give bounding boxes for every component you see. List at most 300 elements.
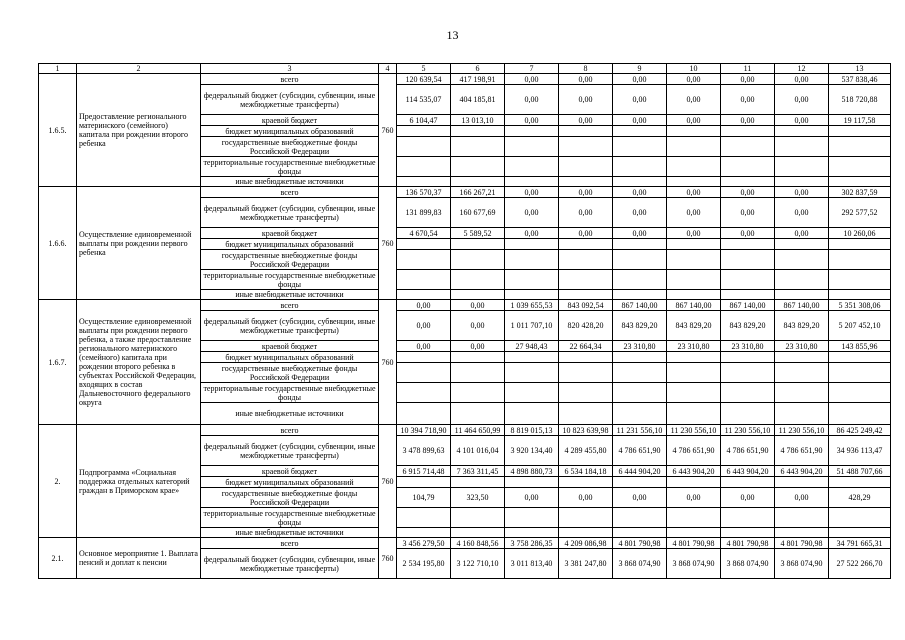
amount-cell <box>559 270 613 290</box>
amount-cell <box>451 137 505 157</box>
amount-cell <box>451 477 505 488</box>
funding-source: государственные внебюджетные фонды Российской Федерации <box>201 137 379 157</box>
amount-cell: 6 104,47 <box>397 115 451 126</box>
funding-source: территориальные государственные внебюджетные фонды <box>201 270 379 290</box>
amount-cell: 0,00 <box>721 228 775 239</box>
amount-cell <box>397 383 451 403</box>
amount-cell: 4 786 651,90 <box>667 436 721 466</box>
amount-cell <box>721 403 775 425</box>
amount-cell <box>721 137 775 157</box>
amount-cell <box>451 290 505 300</box>
amount-cell: 843 829,20 <box>667 311 721 341</box>
amount-cell <box>667 383 721 403</box>
funding-source: бюджет муниципальных образований <box>201 352 379 363</box>
amount-cell: 4 786 651,90 <box>721 436 775 466</box>
funding-source: иные внебюджетные источники <box>201 177 379 187</box>
amount-cell <box>451 383 505 403</box>
amount-cell: 867 140,00 <box>667 300 721 311</box>
amount-cell: 3 456 279,50 <box>397 538 451 549</box>
table-body <box>39 64 891 579</box>
amount-cell <box>613 528 667 538</box>
amount-cell: 6 534 184,18 <box>559 466 613 477</box>
funding-source: всего <box>201 187 379 198</box>
amount-cell <box>451 270 505 290</box>
amount-cell <box>829 363 891 383</box>
amount-cell <box>397 477 451 488</box>
amount-cell <box>829 126 891 137</box>
amount-cell <box>829 477 891 488</box>
column-number-row <box>39 64 891 74</box>
amount-cell: 23 310,80 <box>613 341 667 352</box>
funding-source: федеральный бюджет (субсидии, субвенции, иные межбюджетные трансферты) <box>201 311 379 341</box>
amount-cell <box>451 363 505 383</box>
funding-source: территориальные государственные внебюджетные фонды <box>201 383 379 403</box>
funding-source: федеральный бюджет (субсидии, субвенции, иные межбюджетные трансферты) <box>201 85 379 115</box>
amount-cell <box>667 126 721 137</box>
col-number-cell: 5 <box>397 64 451 74</box>
amount-cell <box>775 157 829 177</box>
amount-cell: 5 207 452,10 <box>829 311 891 341</box>
amount-cell <box>559 477 613 488</box>
amount-cell: 843 092,54 <box>559 300 613 311</box>
item-name: Предоставление регионального материнского (семейного) капитала при рождении второго ребенка <box>77 74 201 187</box>
amount-cell: 0,00 <box>721 74 775 85</box>
amount-cell: 6 915 714,48 <box>397 466 451 477</box>
amount-cell <box>559 508 613 528</box>
amount-cell <box>451 177 505 187</box>
amount-cell: 0,00 <box>505 228 559 239</box>
amount-cell: 0,00 <box>505 198 559 228</box>
amount-cell <box>397 126 451 137</box>
amount-cell <box>721 528 775 538</box>
responsible-code: 760 <box>379 538 397 579</box>
funding-source: территориальные государственные внебюджетные фонды <box>201 508 379 528</box>
amount-cell <box>559 403 613 425</box>
amount-cell <box>667 157 721 177</box>
amount-cell <box>505 528 559 538</box>
amount-cell: 0,00 <box>721 115 775 126</box>
amount-cell <box>667 290 721 300</box>
amount-cell: 136 570,37 <box>397 187 451 198</box>
funding-source: всего <box>201 74 379 85</box>
amount-cell: 4 801 790,98 <box>667 538 721 549</box>
amount-cell <box>775 137 829 157</box>
amount-cell: 0,00 <box>775 198 829 228</box>
amount-cell: 10 394 718,90 <box>397 425 451 436</box>
responsible-code: 760 <box>379 425 397 538</box>
amount-cell <box>397 508 451 528</box>
amount-cell: 867 140,00 <box>721 300 775 311</box>
amount-cell <box>829 137 891 157</box>
amount-cell: 3 758 286,35 <box>505 538 559 549</box>
amount-cell <box>559 363 613 383</box>
amount-cell <box>451 528 505 538</box>
amount-cell <box>505 270 559 290</box>
amount-cell: 131 899,83 <box>397 198 451 228</box>
amount-cell: 19 117,58 <box>829 115 891 126</box>
amount-cell <box>397 239 451 250</box>
amount-cell: 302 837,59 <box>829 187 891 198</box>
amount-cell <box>775 383 829 403</box>
amount-cell: 0,00 <box>775 74 829 85</box>
funding-source: всего <box>201 538 379 549</box>
amount-cell: 0,00 <box>451 311 505 341</box>
amount-cell <box>613 383 667 403</box>
funding-source: бюджет муниципальных образований <box>201 239 379 250</box>
amount-cell <box>613 477 667 488</box>
amount-cell <box>667 508 721 528</box>
funding-source: иные внебюджетные источники <box>201 403 379 425</box>
amount-cell <box>397 157 451 177</box>
amount-cell: 0,00 <box>721 488 775 508</box>
amount-cell: 23 310,80 <box>721 341 775 352</box>
amount-cell <box>505 126 559 137</box>
amount-cell: 0,00 <box>397 311 451 341</box>
amount-cell: 7 363 311,45 <box>451 466 505 477</box>
amount-cell: 867 140,00 <box>613 300 667 311</box>
amount-cell <box>667 239 721 250</box>
amount-cell: 10 260,06 <box>829 228 891 239</box>
amount-cell <box>721 270 775 290</box>
amount-cell: 0,00 <box>613 198 667 228</box>
amount-cell: 160 677,69 <box>451 198 505 228</box>
amount-cell: 820 428,20 <box>559 311 613 341</box>
col-number-cell: 11 <box>721 64 775 74</box>
amount-cell <box>613 270 667 290</box>
amount-cell <box>451 239 505 250</box>
responsible-code: 760 <box>379 74 397 187</box>
table-row <box>39 300 891 311</box>
amount-cell <box>397 250 451 270</box>
amount-cell <box>775 290 829 300</box>
amount-cell <box>775 403 829 425</box>
amount-cell: 843 829,20 <box>613 311 667 341</box>
amount-cell <box>667 477 721 488</box>
amount-cell <box>775 477 829 488</box>
amount-cell: 1 039 655,53 <box>505 300 559 311</box>
amount-cell: 4 160 848,56 <box>451 538 505 549</box>
amount-cell <box>613 177 667 187</box>
funding-source: краевой бюджет <box>201 115 379 126</box>
col-number-cell: 13 <box>829 64 891 74</box>
amount-cell <box>721 508 775 528</box>
amount-cell <box>505 157 559 177</box>
item-code: 2.1. <box>39 538 77 579</box>
col-number-cell: 10 <box>667 64 721 74</box>
amount-cell <box>667 137 721 157</box>
amount-cell <box>613 363 667 383</box>
amount-cell <box>829 508 891 528</box>
amount-cell <box>721 383 775 403</box>
amount-cell <box>721 477 775 488</box>
item-code: 2. <box>39 425 77 538</box>
amount-cell: 0,00 <box>613 228 667 239</box>
amount-cell <box>559 157 613 177</box>
amount-cell: 11 231 556,10 <box>613 425 667 436</box>
responsible-code: 760 <box>379 300 397 425</box>
amount-cell <box>829 250 891 270</box>
amount-cell: 2 534 195,80 <box>397 549 451 579</box>
col-number-cell: 2 <box>77 64 201 74</box>
amount-cell <box>505 239 559 250</box>
amount-cell: 6 443 904,20 <box>667 466 721 477</box>
amount-cell <box>721 290 775 300</box>
amount-cell: 6 444 904,20 <box>613 466 667 477</box>
amount-cell: 11 230 556,10 <box>721 425 775 436</box>
funding-source: государственные внебюджетные фонды Российской Федерации <box>201 488 379 508</box>
amount-cell: 86 425 249,42 <box>829 425 891 436</box>
amount-cell <box>397 352 451 363</box>
amount-cell <box>451 126 505 137</box>
amount-cell <box>613 403 667 425</box>
amount-cell: 0,00 <box>559 115 613 126</box>
col-number-cell: 4 <box>379 64 397 74</box>
amount-cell: 4 209 086,98 <box>559 538 613 549</box>
amount-cell <box>829 290 891 300</box>
amount-cell <box>829 352 891 363</box>
funding-source: иные внебюджетные источники <box>201 290 379 300</box>
amount-cell <box>505 250 559 270</box>
amount-cell <box>559 239 613 250</box>
amount-cell <box>505 363 559 383</box>
amount-cell: 843 829,20 <box>721 311 775 341</box>
amount-cell: 4 101 016,04 <box>451 436 505 466</box>
amount-cell: 11 230 556,10 <box>667 425 721 436</box>
amount-cell: 0,00 <box>667 85 721 115</box>
amount-cell <box>397 403 451 425</box>
amount-cell: 5 351 308,06 <box>829 300 891 311</box>
amount-cell: 6 443 904,20 <box>721 466 775 477</box>
amount-cell: 34 936 113,47 <box>829 436 891 466</box>
amount-cell: 0,00 <box>559 85 613 115</box>
amount-cell <box>829 157 891 177</box>
item-name: Осуществление единовременной выплаты при рождении первого ребенка <box>77 187 201 300</box>
amount-cell <box>775 508 829 528</box>
amount-cell <box>667 363 721 383</box>
amount-cell: 0,00 <box>451 341 505 352</box>
amount-cell <box>721 177 775 187</box>
amount-cell: 0,00 <box>613 115 667 126</box>
amount-cell: 143 855,96 <box>829 341 891 352</box>
amount-cell: 0,00 <box>505 85 559 115</box>
amount-cell: 4 670,54 <box>397 228 451 239</box>
amount-cell: 0,00 <box>505 488 559 508</box>
amount-cell: 0,00 <box>721 187 775 198</box>
amount-cell <box>613 239 667 250</box>
amount-cell: 166 267,21 <box>451 187 505 198</box>
item-name: Основное мероприятие 1. Выплата пенсий и доплат к пенсии <box>77 538 201 579</box>
amount-cell: 51 488 707,66 <box>829 466 891 477</box>
budget-table <box>38 63 891 579</box>
amount-cell: 292 577,52 <box>829 198 891 228</box>
amount-cell: 8 819 015,13 <box>505 425 559 436</box>
amount-cell: 3 868 074,90 <box>775 549 829 579</box>
amount-cell <box>451 403 505 425</box>
amount-cell <box>559 177 613 187</box>
amount-cell <box>613 290 667 300</box>
amount-cell: 0,00 <box>397 300 451 311</box>
amount-cell <box>451 157 505 177</box>
amount-cell: 0,00 <box>667 198 721 228</box>
amount-cell: 0,00 <box>505 74 559 85</box>
amount-cell: 0,00 <box>613 74 667 85</box>
amount-cell: 537 838,46 <box>829 74 891 85</box>
amount-cell <box>613 508 667 528</box>
col-number-cell: 6 <box>451 64 505 74</box>
amount-cell: 0,00 <box>667 228 721 239</box>
table-row <box>39 538 891 549</box>
amount-cell <box>829 528 891 538</box>
amount-cell <box>559 383 613 403</box>
amount-cell: 4 289 455,80 <box>559 436 613 466</box>
funding-source: иные внебюджетные источники <box>201 528 379 538</box>
col-number-cell: 7 <box>505 64 559 74</box>
amount-cell: 0,00 <box>721 198 775 228</box>
amount-cell: 0,00 <box>559 187 613 198</box>
amount-cell: 11 464 650,99 <box>451 425 505 436</box>
amount-cell <box>451 352 505 363</box>
amount-cell: 0,00 <box>667 115 721 126</box>
amount-cell: 10 823 639,98 <box>559 425 613 436</box>
amount-cell <box>451 250 505 270</box>
amount-cell <box>721 239 775 250</box>
amount-cell: 3 868 074,90 <box>667 549 721 579</box>
amount-cell <box>667 177 721 187</box>
table-row <box>39 425 891 436</box>
page-number: 13 <box>446 28 459 42</box>
amount-cell: 0,00 <box>667 488 721 508</box>
amount-cell: 0,00 <box>397 341 451 352</box>
amount-cell <box>505 477 559 488</box>
amount-cell: 0,00 <box>775 228 829 239</box>
amount-cell <box>505 177 559 187</box>
amount-cell <box>397 290 451 300</box>
col-number-cell: 9 <box>613 64 667 74</box>
amount-cell <box>397 528 451 538</box>
amount-cell <box>667 403 721 425</box>
amount-cell <box>613 157 667 177</box>
responsible-code: 760 <box>379 187 397 300</box>
amount-cell: 34 791 665,31 <box>829 538 891 549</box>
amount-cell: 0,00 <box>613 488 667 508</box>
amount-cell: 867 140,00 <box>775 300 829 311</box>
amount-cell: 4 801 790,98 <box>613 538 667 549</box>
amount-cell: 4 898 880,73 <box>505 466 559 477</box>
amount-cell: 0,00 <box>721 85 775 115</box>
item-name: Подпрограмма «Социальная поддержка отдельных категорий граждан в Приморском крае» <box>77 425 201 538</box>
amount-cell: 323,50 <box>451 488 505 508</box>
col-number-cell: 3 <box>201 64 379 74</box>
amount-cell: 3 011 813,40 <box>505 549 559 579</box>
amount-cell <box>829 270 891 290</box>
amount-cell: 0,00 <box>451 300 505 311</box>
amount-cell <box>775 177 829 187</box>
amount-cell: 0,00 <box>559 198 613 228</box>
amount-cell <box>829 403 891 425</box>
amount-cell: 11 230 556,10 <box>775 425 829 436</box>
amount-cell: 27 948,43 <box>505 341 559 352</box>
amount-cell: 0,00 <box>505 187 559 198</box>
amount-cell: 417 198,91 <box>451 74 505 85</box>
amount-cell <box>775 270 829 290</box>
amount-cell: 0,00 <box>775 488 829 508</box>
amount-cell <box>721 157 775 177</box>
amount-cell <box>397 137 451 157</box>
amount-cell <box>397 270 451 290</box>
col-number-cell: 1 <box>39 64 77 74</box>
amount-cell: 404 185,81 <box>451 85 505 115</box>
amount-cell <box>559 352 613 363</box>
amount-cell <box>667 528 721 538</box>
amount-cell <box>505 403 559 425</box>
funding-source: территориальные государственные внебюджетные фонды <box>201 157 379 177</box>
amount-cell <box>721 126 775 137</box>
amount-cell: 4 801 790,98 <box>775 538 829 549</box>
amount-cell: 1 011 707,10 <box>505 311 559 341</box>
amount-cell: 0,00 <box>667 74 721 85</box>
amount-cell: 23 310,80 <box>667 341 721 352</box>
amount-cell: 428,29 <box>829 488 891 508</box>
item-code: 1.6.5. <box>39 74 77 187</box>
amount-cell: 0,00 <box>775 115 829 126</box>
amount-cell: 3 478 899,63 <box>397 436 451 466</box>
amount-cell: 27 522 266,70 <box>829 549 891 579</box>
amount-cell: 6 443 904,20 <box>775 466 829 477</box>
amount-cell <box>613 137 667 157</box>
table-row <box>39 74 891 85</box>
funding-source: федеральный бюджет (субсидии, субвенции, иные межбюджетные трансферты) <box>201 549 379 579</box>
amount-cell <box>559 126 613 137</box>
amount-cell <box>775 363 829 383</box>
amount-cell: 22 664,34 <box>559 341 613 352</box>
amount-cell: 843 829,20 <box>775 311 829 341</box>
amount-cell: 0,00 <box>775 187 829 198</box>
amount-cell <box>829 383 891 403</box>
amount-cell <box>613 126 667 137</box>
amount-cell <box>559 137 613 157</box>
amount-cell <box>775 250 829 270</box>
funding-source: федеральный бюджет (субсидии, субвенции, иные межбюджетные трансферты) <box>201 436 379 466</box>
item-code: 1.6.6. <box>39 187 77 300</box>
amount-cell: 0,00 <box>667 187 721 198</box>
amount-cell <box>451 508 505 528</box>
amount-cell: 4 786 651,90 <box>775 436 829 466</box>
amount-cell <box>829 177 891 187</box>
funding-source: государственные внебюджетные фонды Российской Федерации <box>201 250 379 270</box>
amount-cell <box>775 126 829 137</box>
funding-source: краевой бюджет <box>201 341 379 352</box>
amount-cell: 0,00 <box>613 85 667 115</box>
amount-cell: 4 786 651,90 <box>613 436 667 466</box>
amount-cell: 13 013,10 <box>451 115 505 126</box>
amount-cell <box>721 363 775 383</box>
amount-cell: 0,00 <box>559 228 613 239</box>
funding-source: краевой бюджет <box>201 466 379 477</box>
amount-cell <box>559 528 613 538</box>
col-number-cell: 8 <box>559 64 613 74</box>
amount-cell: 23 310,80 <box>775 341 829 352</box>
item-name: Осуществление единовременной выплаты при рождении первого ребенка, а также предоставление регионального материнского (семейного) капитала при рождении второго ребенка в субъектах Российской Федерации, входящих в состав Дальневосточного федерального округа <box>77 300 201 425</box>
amount-cell <box>829 239 891 250</box>
amount-cell: 3 381 247,80 <box>559 549 613 579</box>
funding-source: бюджет муниципальных образований <box>201 126 379 137</box>
funding-source: государственные внебюджетные фонды Российской Федерации <box>201 363 379 383</box>
amount-cell: 3 868 074,90 <box>721 549 775 579</box>
amount-cell: 0,00 <box>559 74 613 85</box>
amount-cell <box>397 177 451 187</box>
funding-source: федеральный бюджет (субсидии, субвенции, иные межбюджетные трансферты) <box>201 198 379 228</box>
amount-cell <box>775 528 829 538</box>
